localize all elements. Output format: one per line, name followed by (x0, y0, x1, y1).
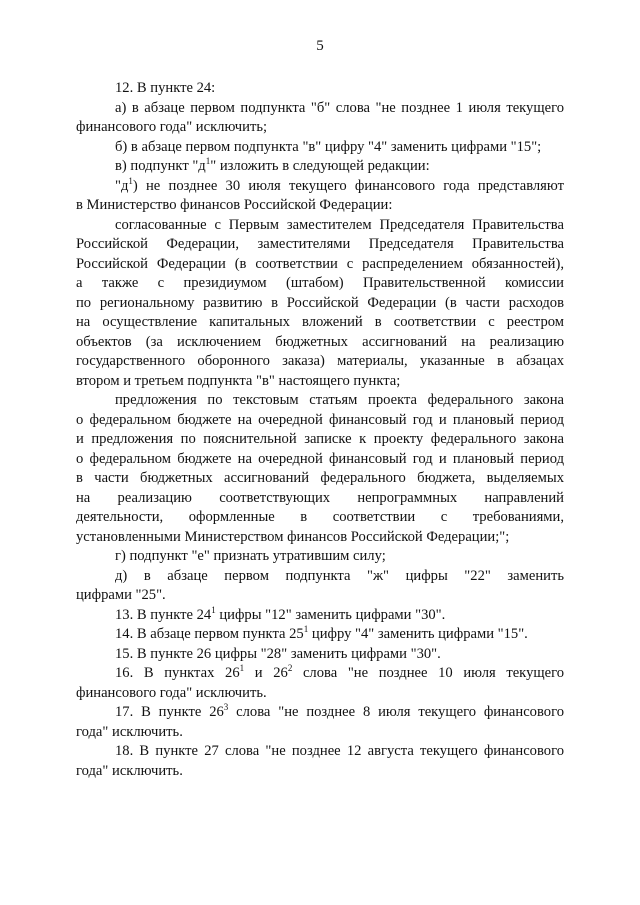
document-line: 16. В пунктах $26^1$ и $26^2$ слова "не позднее 10 июля текущего (115, 663, 564, 681)
document-line: о федеральном бюджете на очередной финансовый год и плановый период (76, 450, 564, 467)
document-line: а также с президиумом (штабом) Правительственной комиссии (76, 275, 564, 291)
document-line: Российской Федерации (в соответствии с распределением обязанностей), (76, 255, 564, 272)
document-body (76, 79, 564, 781)
document-line: в части бюджетных ассигнований федерального бюджета, выделяемых (76, 470, 564, 486)
document-line: в) подпункт "$д^1$" изложить в следующей редакции: (115, 156, 430, 174)
document-line: на реализацию соответствующих непрограммных направлений (76, 489, 564, 506)
document-line: втором и третьем подпункта "в" настоящего пункта; (76, 372, 401, 389)
page-number: 5 (316, 38, 324, 54)
document-line: о федеральном бюджете на очередной финансовый год и плановый период (76, 411, 564, 428)
document-line: 18. В пункте 27 слова "не позднее 12 августа текущего финансового (115, 743, 564, 759)
document-line: согласованные с Первым заместителем Председателя Правительства (115, 216, 564, 233)
document-line: объектов (за исключением бюджетных ассигнований на реализацию (76, 333, 564, 350)
document-line: финансового года" исключить; (76, 119, 268, 135)
document-line: финансового года" исключить. (76, 684, 267, 701)
document-line: по региональному развитию в Российской Федерации (в части расходов (76, 294, 564, 311)
document-line: 12. В пункте 24: (115, 80, 216, 96)
document-line: на осуществление капитальных вложений в соответствии с реестром (76, 314, 564, 330)
document-line: 14. В абзаце первом пункта $25^1$ цифру "4" заменить цифрами "15". (115, 624, 528, 642)
document-line: а) в абзаце первом подпункта "б" слова "не позднее 1 июля текущего (115, 99, 564, 116)
document-line: года" исключить. (76, 762, 183, 779)
document-line: Российской Федерации, заместителями Председателя Правительства (76, 236, 564, 252)
document-line: 13. В пункте $24^1$ цифры "12" заменить цифрами "30". (115, 604, 446, 623)
document-line: д) в абзаце первом подпункта "ж" цифры "22" заменить (115, 567, 564, 584)
document-line: деятельности, оформленные в соответствии с требованиями, (76, 509, 564, 525)
document-line: цифрами "25". (76, 587, 166, 603)
document-line: 15. В пункте 26 цифры "28" заменить цифрами "30". (115, 645, 441, 662)
document-line: государственного оборонного заказа) материалы, указанные в абзацах (76, 353, 564, 369)
document-line: б) в абзаце первом подпункта "в" цифру "4" заменить цифрами "15"; (115, 138, 542, 155)
document-line: установленными Министерством финансов Российской Федерации;"; (76, 528, 510, 545)
document-line: в Министерство финансов Российской Федерации: (76, 197, 393, 213)
document-line: и предложения по пояснительной записке к проекту федерального закона (76, 431, 564, 447)
document-line: "$д^1$) не позднее 30 июля текущего финансового года представляют (115, 175, 564, 194)
document-line: 17. В пункте $26^3$ слова "не позднее 8 июля текущего финансового (115, 702, 564, 720)
document-line: предложения по текстовым статьям проекта федерального закона (115, 392, 564, 408)
document-line: года" исключить. (76, 723, 183, 740)
document-line: г) подпункт "е" признать утратившим силу; (115, 548, 386, 564)
